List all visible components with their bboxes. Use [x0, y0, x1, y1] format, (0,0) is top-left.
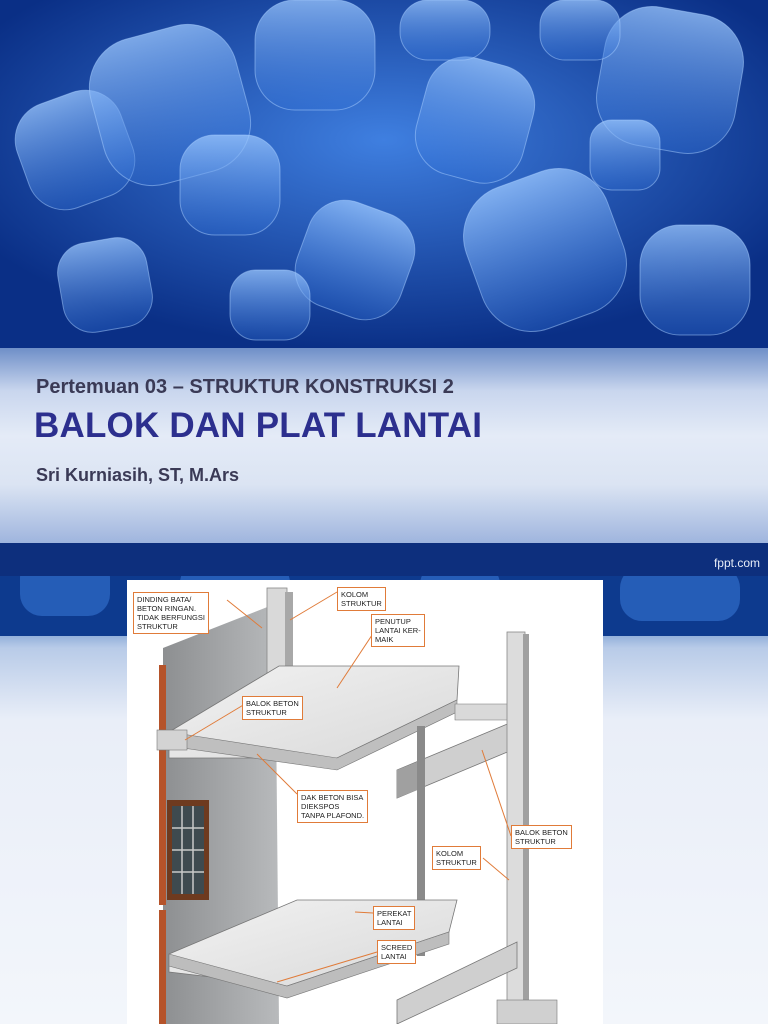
callout-kolom-top: KOLOM STRUKTUR: [337, 587, 386, 611]
callout-kolom-mid: KOLOM STRUKTUR: [432, 846, 481, 870]
bubble-background: [0, 0, 768, 350]
callout-balok-left: BALOK BETON STRUKTUR: [242, 696, 303, 720]
bottom-strip: [0, 543, 768, 576]
callout-perekat: PEREKAT LANTAI: [373, 906, 415, 930]
slide-title: BALOK DAN PLAT LANTAI: [34, 406, 483, 445]
callout-penutup: PENUTUP LANTAI KER- MAIK: [371, 614, 425, 647]
meeting-subtitle: Pertemuan 03 – STRUKTUR KONSTRUKSI 2: [36, 376, 454, 398]
watermark-text: fppt.com: [713, 556, 760, 570]
callout-screed: SCREED LANTAI: [377, 940, 416, 964]
callout-dinding: DINDING BATA/ BETON RINGAN. TIDAK BERFUNGSI STRUKTUR: [133, 592, 209, 634]
building-section-diagram: [127, 580, 603, 1024]
callout-balok-right: BALOK BETON STRUKTUR: [511, 825, 572, 849]
callout-dak: DAK BETON BISA DIEKSPOS TANPA PLAFOND.: [297, 790, 368, 823]
author-name: Sri Kurniasih, ST, M.Ars: [36, 465, 240, 485]
